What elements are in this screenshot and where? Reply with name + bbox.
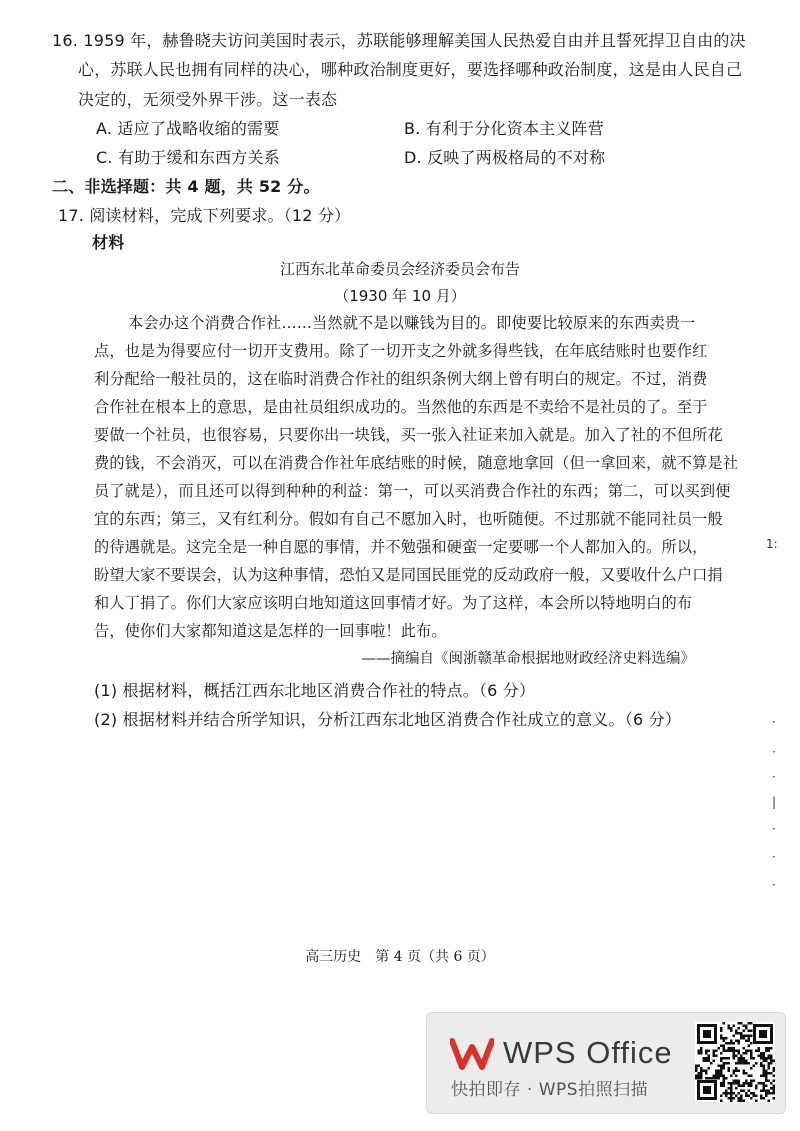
- q17-material-label: 材料: [92, 233, 125, 252]
- q17-sub-question-2: (2) 根据材料并结合所学知识，分析江西东北地区消费合作社成立的意义。（6 分）: [94, 710, 682, 729]
- q16-option-b: B. 有利于分化资本主义阵营: [404, 119, 604, 138]
- q16-stem-line-1: 16. 1959 年，赫鲁晓夫访问美国时表示，苏联能够理解美国人民热爱自由并且誓死捍卫自由的决: [52, 31, 746, 50]
- edge-dot: ·: [772, 850, 776, 864]
- material-line: 告，使你们大家都知道这是怎样的一回事啦！此布。: [94, 622, 447, 640]
- material-line: 和人丁捐了。你们大家应该明白地知道这回事情才好。为了这样，本会所以特地明白的布: [94, 594, 693, 612]
- edge-dot: ·: [772, 745, 776, 759]
- wps-logo-text: WPS Office: [503, 1035, 673, 1070]
- q16-option-c: C. 有助于缓和东西方关系: [96, 148, 280, 167]
- edge-dot: |: [772, 795, 777, 809]
- material-source: ——摘编自《闽浙赣革命根据地财政经济史料选编》: [361, 651, 695, 667]
- edge-dot: ·: [772, 878, 776, 892]
- section-2-heading: 二、非选择题：共 4 题，共 52 分。: [52, 177, 320, 196]
- edge-fragment-text: 1:: [766, 537, 778, 551]
- material-line: 合作社在根本上的意思，是由社员组织成功的。当然他的东西是不卖给不是社员的了。至于: [94, 398, 708, 416]
- material-line: 宜的东西；第三，又有红利分。假如有自己不愿加入时，也听随便。不过那就不能同社员一般: [94, 510, 723, 528]
- material-line: 员了就是），而且还可以得到种种的利益：第一，可以买消费合作社的东西；第二，可以买到便: [94, 482, 731, 500]
- q16-option-d: D. 反映了两极格局的不对称: [404, 148, 606, 167]
- edge-dot: ·: [772, 715, 776, 729]
- material-line: 本会办这个消费合作社……当然就不是以赚钱为目的。即使要比较原来的东西卖贵一: [128, 314, 696, 332]
- material-date: （1930 年 10 月）: [334, 287, 466, 305]
- q16-stem-line-2: 心，苏联人民也拥有同样的决心，哪种政治制度更好，要选择哪种政治制度，这是由人民自己: [78, 60, 743, 79]
- q17-stem: 17. 阅读材料，完成下列要求。（12 分）: [58, 206, 351, 225]
- material-title: 江西东北革命委员会经济委员会布告: [279, 260, 520, 278]
- material-line: 点，也是为得要应付一切开支费用。除了一切开支之外就多得些钱，在年底结账时也要作红: [94, 342, 708, 360]
- material-line: 要做一个社员，也很容易，只要你出一块钱，买一张入社证来加入就是。加入了社的不但所花: [94, 426, 723, 444]
- wps-logo-icon: [450, 1037, 494, 1071]
- edge-dot: ·: [772, 770, 776, 784]
- qr-code-icon: [695, 1022, 775, 1102]
- q17-sub-question-1: (1) 根据材料，概括江西东北地区消费合作社的特点。（6 分）: [94, 681, 536, 700]
- q16-stem-line-3: 决定的，无须受外界干涉。这一表态: [78, 90, 338, 109]
- edge-dot: ·: [772, 822, 776, 836]
- material-line: 费的钱，不会消灭，可以在消费合作社年底结账的时候，随意地拿回（但一拿回来，就不算是社: [94, 454, 739, 472]
- wps-tagline: 快拍即存 · WPS拍照扫描: [451, 1080, 649, 1100]
- material-line: 的待遇就是。这完全是一种自愿的事情，并不勉强和硬蛮一定要哪一个人都加入的。所以，: [94, 538, 708, 556]
- wps-watermark: [426, 1012, 786, 1114]
- material-line: 盼望大家不要误会，认为这种事情，恐怕又是同国民匪党的反动政府一般，又要收什么户口捐: [94, 566, 723, 584]
- page-footer: 高三历史 第 4 页（共 6 页）: [305, 949, 495, 965]
- q16-option-a: A. 适应了战略收缩的需要: [96, 119, 280, 138]
- material-line: 利分配给一般社员的，这在临时消费合作社的组织条例大纲上曾有明白的规定。不过，消费: [94, 370, 708, 388]
